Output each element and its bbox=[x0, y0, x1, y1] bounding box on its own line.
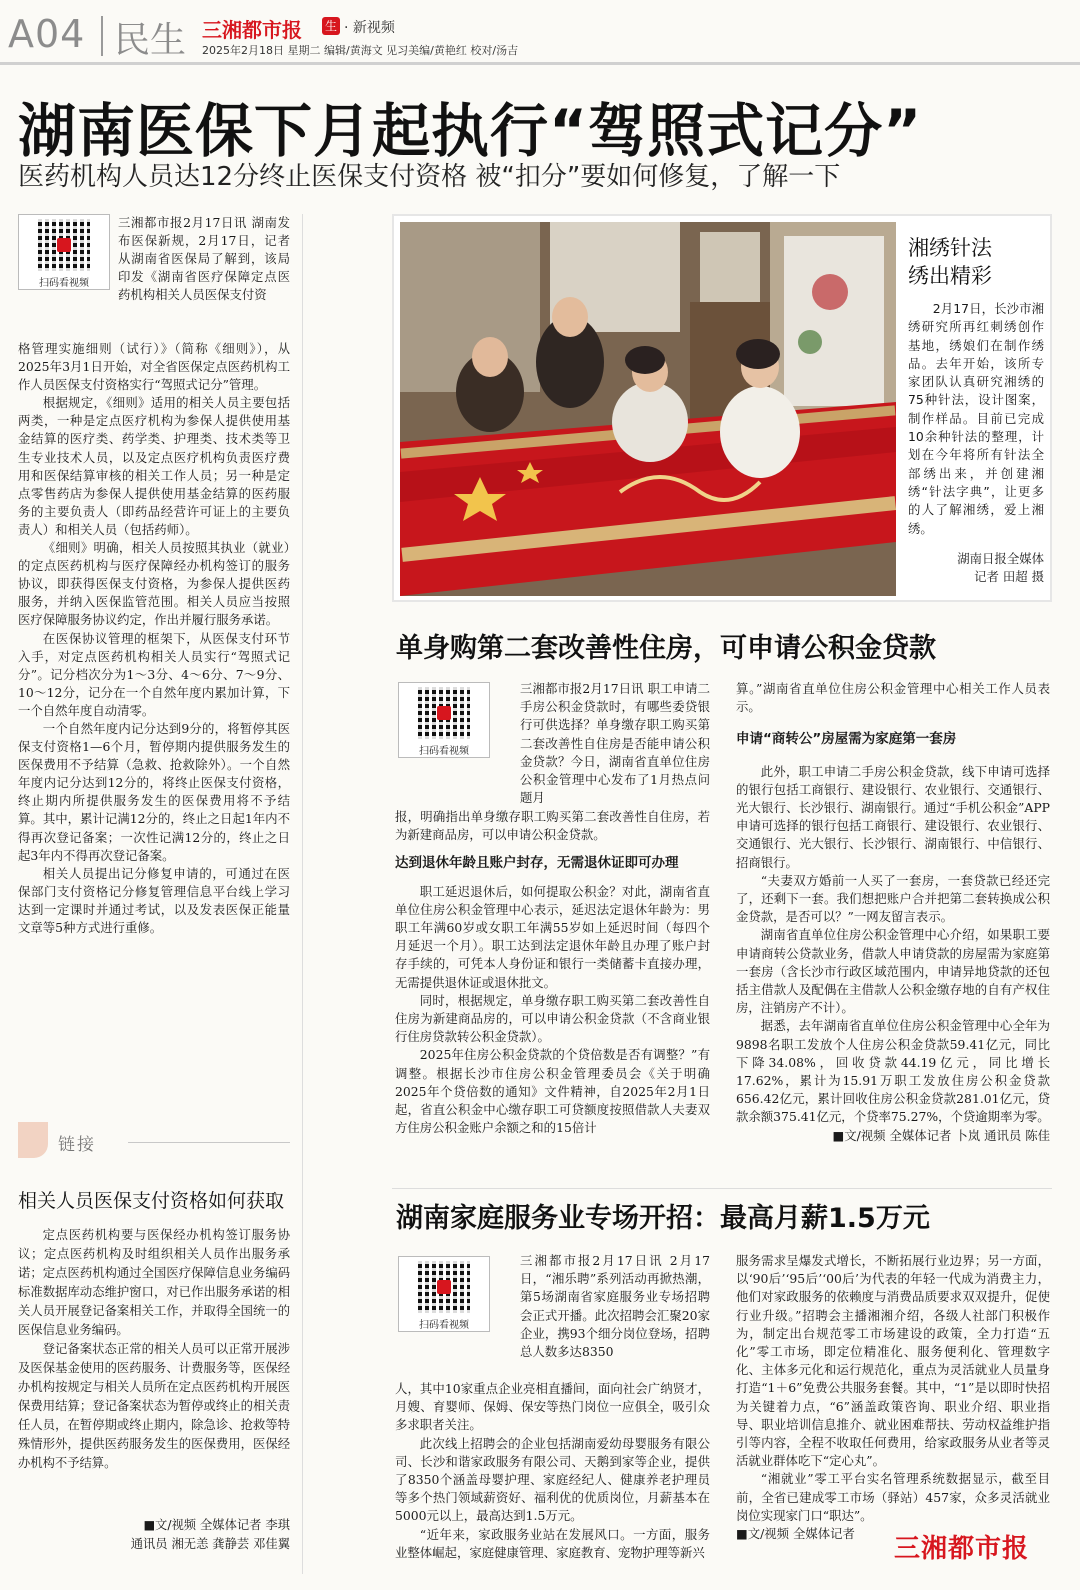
qr-code-block[interactable] bbox=[18, 214, 110, 290]
link-label: 链接 bbox=[58, 1135, 96, 1155]
qr-code-icon[interactable] bbox=[418, 687, 470, 739]
brand-name: 三湘都市报 bbox=[202, 18, 302, 42]
paragraph: 同时，根据规定，单身缴存职工购买第二套改善性自住房为新建商品房的，可以申请公积金贷款（不含商业银行住房贷款转公积金贷款）。 bbox=[395, 992, 710, 1045]
paragraph: 定点医药机构要与医保经办机构签订服务协议；定点医药机构及时组织相关人员作出服务承诺；定点医药机构通过全国医疗保障信息业务编码标准数据库动态维护窗口，对已作出服务承诺的相关人员开展登记备案相关工作，并取得全国统一的医保信息业务编码。 bbox=[18, 1228, 290, 1337]
photo-credit-line: 湖南日报全媒体 bbox=[957, 551, 1044, 566]
paragraph: 格管理实施细则（试行）》（简称《细则》），从2025年3月1日开始，对全省医保定点医药机构工作人员医保支付资格实行“驾照式记分”管理。 bbox=[18, 341, 290, 393]
issue-meta: 2025年2月18日 星期二 编辑/黄海文 见习美编/黄艳红 校对/汤吉 bbox=[202, 44, 519, 57]
brand-video-label: · 新视频 bbox=[344, 20, 395, 36]
paragraph: 《细则》明确，相关人员按照其执业（就业）的定点医药机构与医疗保障经办机构签订的服务协议，即获得医保支付资格，为参保人提供医药服务，并纳入医保监管范围。相关人员应当按照医疗保障服务协议约定，作出并履行服务承诺。 bbox=[18, 540, 290, 628]
article3-left-column bbox=[395, 1380, 710, 1562]
article3-qr-block[interactable] bbox=[398, 1256, 490, 1332]
lead-headline: 湖南医保下月起执行“驾照式记分” bbox=[18, 97, 923, 165]
photo-feature bbox=[392, 214, 1052, 602]
link-body bbox=[18, 1226, 290, 1473]
link-rule bbox=[128, 1142, 290, 1143]
paragraph: 湖南省直单位住房公积金管理中心介绍，如果职工要申请商转公贷款业务，借款人申请贷款的房屋需为家庭第一套房（含长沙市行政区域范围内，申请异地贷款的还包括主借款人及配偶在主借款人公积金缴存地的自有产权住房，注销房产不计）。 bbox=[736, 927, 1050, 1016]
lead-body bbox=[18, 340, 290, 937]
embroidery-photo bbox=[400, 222, 896, 596]
embroidery-photo-illustration bbox=[400, 222, 896, 596]
qr-code-icon[interactable] bbox=[38, 219, 90, 271]
article3-lead: 三湘都市报2月17日讯 2月17日，“湘乐聘”系列活动再掀热潮，第5场湖南省家庭服务业专场招聘会正式开播。此次招聘会汇聚20家企业，携93个细分岗位登场，招聘总人数多达8350 bbox=[520, 1253, 710, 1360]
paragraph: “夫妻双方婚前一人买了一套房，一套贷款已经还完了，还剩下一套。我们想把账户合并把第二套转换成公积金贷款，是否可以？”一网友留言表示。 bbox=[736, 872, 1050, 925]
qr-caption: 扫码看视频 bbox=[39, 278, 89, 289]
photo-caption-body: 2月17日，长沙市湘绣研究所再红刺绣创作基地，绣娘们在制作绣品。去年开始，该所专家团队认真研究湘绣的75种针法，设计图案，制作样品。目前已完成10余种针法的整理，计划在今年将所有针法全部绣出来，并创建湘绣“针法字典”，让更多的人了解湘绣，爱上湘绣。 bbox=[908, 301, 1044, 536]
qr-code-icon[interactable] bbox=[418, 1261, 470, 1313]
paragraph: 在医保协议管理的框架下，从医保支付环节入手，对定点医药机构相关人员实行“驾照式记分”。记分档次分为1～3分、4～6分、7～9分、10～12分，记分在一个自然年度内累加计算，下一个自然年度自动清零。 bbox=[18, 630, 290, 718]
lead-intro-text: 三湘都市报2月17日讯 湖南发布医保新规，2月17日，记者从湖南省医保局了解到，该局印发《湖南省医疗保障定点医药机构相关人员医保支付资 bbox=[118, 215, 290, 303]
paragraph: 职工延迟退休后，如何提取公积金？对此，湖南省直单位住房公积金管理中心表示，延迟法定退休年龄为：男职工年满60岁或女职工年满55岁如上延迟时间（每四个月延迟一个月）。职工达到法定退休年龄且办理了账户封存手续的，可凭本人身份证和银行一类储蓄卡直接办理，无需提供退休证或退休批文。 bbox=[395, 883, 710, 990]
section-name: 民生 bbox=[114, 20, 187, 61]
article2-left-column bbox=[395, 808, 710, 1137]
paragraph: 人，其中10家重点企业亮相直播间，面向社会广纳贤才，月嫂、育婴师、保姆、保安等热门岗位一应俱全，吸引众多求职者关注。 bbox=[395, 1381, 710, 1433]
paragraph: 2025年住房公积金贷款的个贷倍数是否有调整？”有调整。根据长沙市住房公积金管理委员会《关于明确2025年个贷倍数的通知》文件精神，自2025年2月1日起，省直公积金中心缴存职工可贷额度按照借款人夫妻双方住房公积金账户余额之和的15倍计 bbox=[395, 1047, 710, 1136]
photo-credit bbox=[908, 550, 1044, 587]
paragraph: 相关人员提出记分修复申请的，可通过在医保部门支付资格记分修复管理信息平台线上学习达到一定课时并通过考试，以及发表医保正能量文章等5种方式进行重修。 bbox=[18, 865, 290, 935]
article2-byline: ■文/视频 全媒体记者 卜岚 通讯员 陈佳 bbox=[832, 1127, 1050, 1143]
article2-subhead: 达到退休年龄且账户封存，无需退休证即可办理 bbox=[395, 855, 679, 872]
column-divider bbox=[302, 214, 303, 1574]
masthead-divider bbox=[101, 16, 103, 56]
qr-code-block[interactable] bbox=[398, 1256, 490, 1332]
article3-right-column bbox=[736, 1252, 1050, 1543]
link-byline: ■文/视频 全媒体记者 李琪 通讯员 湘无恙 龚静芸 邓佳翼 bbox=[130, 1518, 290, 1551]
masthead bbox=[0, 0, 1080, 62]
article3-byline: ■文/视频 全媒体记者 bbox=[736, 1526, 855, 1542]
lead-article bbox=[18, 214, 290, 935]
paragraph: 此外，职工申请二手房公积金贷款，线下申请可选择的银行包括工商银行、建设银行、农业银行、交通银行、光大银行、长沙银行、湖南银行。通过“手机公积金”APP申请可选择的银行包括工商银行、建设银行、农业银行、交通银行、光大银行、长沙银行、湖南银行、中信银行、招商银行。 bbox=[736, 763, 1050, 870]
paragraph: 此次线上招聘会的企业包括湖南爱幼母婴服务有限公司、长沙和谐家政服务有限公司、天鹅到家等企业，提供了8350个涵盖母婴护理、家庭经纪人、健康养老护理员等多个热门领域薪资好、福利优的优质岗位，月薪基本在5000元以上，最高达到1.5万元。 bbox=[395, 1435, 710, 1524]
lead-subhead: 医药机构人员达12分终止医保支付资格 被“扣分”要如何修复，了解一下 bbox=[18, 162, 841, 192]
page-number: A04 bbox=[8, 12, 86, 56]
link-title: 相关人员医保支付资格如何获取 bbox=[18, 1190, 285, 1212]
paragraph: 根据规定，《细则》适用的相关人员主要包括两类，一种是定点医疗机构为参保人提供使用基金结算的医疗类、药学类、护理类、技术类等卫生专业技术人员，以及定点医疗机构负责医疗费用和医保结算审核的相关工作人员；另一种是定点零售药店为参保人提供使用基金结算的医药服务的主要负责人（即药品经营许可证上的主要负责人）和相关人员（包括药师）。 bbox=[18, 395, 290, 537]
article2-title: 单身购第二套改善性住房，可申请公积金贷款 bbox=[396, 633, 936, 664]
paragraph: 登记备案状态正常的相关人员可以正常开展涉及医保基金使用的医药服务、计费服务等，医保经办机构按规定与相关人员所在定点医药机构开展医保费用结算；登记备案状态为暂停或终止的相关责任人员，在暂停期或终止期内，除急诊、抢救等特殊情形外，提供医药服务发生的医保费用，医保经办机构不予结算。 bbox=[18, 1342, 290, 1470]
article2-lead: 三湘都市报2月17日讯 职工申请二手房公积金贷款时，有哪些委贷银行可供选择？单身缴存职工购买第二套改善性自住房是否能申请公积金贷款？今日，湖南省直单位住房公积金管理中心发布了1月热点问题月 bbox=[520, 681, 710, 806]
paragraph: 据悉，去年湖南省直单位住房公积金管理中心全年为9898名职工发放个人住房公积金贷款59.41亿元，同比下降34.08%，回收贷款44.19亿元，同比增长17.62%，累计为15.91万职工发放住房公积金贷款656.42亿元，累计回收住房公积金贷款281.01亿元，贷款余额375.41亿元，个贷率75.27%，个贷逾期率为零。 bbox=[736, 1018, 1050, 1125]
paragraph: 算。”湖南省直单位住房公积金管理中心相关工作人员表示。 bbox=[736, 681, 1050, 715]
qr-code-block[interactable] bbox=[398, 682, 490, 758]
paragraph: 报，明确指出单身缴存职工购买第二套改善性自住房，若为新建商品房，可以申请公积金贷款。 bbox=[395, 809, 710, 843]
photo-caption-title bbox=[908, 234, 992, 290]
paragraph: 服务需求呈爆发式增长，不断拓展行业边界；另一方面，以‘90后’‘95后’‘00后’为代表的年轻一代成为消费主力，他们对家政服务的依赖度与消费品质要求双双提升，促使行业升级。”招聘会主播湘湘介绍，各级人社部门积极作为，制定出台规范零工市场建设的政策，全力打造“五化”零工市场，即定位精准化、服务便利化、管理数字化、主体多元化和运行规范化，重点为灵活就业人员量身打造“1＋6”免费公共服务套餐。其中，“1”是以即时快招为关键着力点，“6”涵盖政策咨询、职业介绍、职业指导、职业培训信息推介、就业困难帮扶、劳动权益维护指引等内容，全程不收取任何费用，给家政服务从业者等灵活就业群体吃下“定心丸”。 bbox=[736, 1253, 1050, 1469]
photo-title-line: 湘绣针法 bbox=[908, 236, 992, 260]
brand-badge-icon: 生 bbox=[322, 17, 340, 35]
article-divider bbox=[392, 1188, 1052, 1189]
link-header bbox=[18, 1120, 290, 1164]
paragraph: “近年来，家政服务业站在发展风口。一方面，服务业整体崛起，家庭健康管理、家庭教育、宠物护理等新兴 bbox=[395, 1526, 710, 1560]
article2-subhead: 申请“商转公”房屋需为家庭第一套房 bbox=[736, 731, 957, 748]
masthead-rule bbox=[0, 62, 1080, 65]
qr-caption: 扫码看视频 bbox=[419, 746, 469, 757]
link-marker-icon bbox=[18, 1122, 48, 1158]
qr-caption: 扫码看视频 bbox=[419, 1320, 469, 1331]
paragraph: “湘就业”零工平台实名管理系统数据显示，截至目前，全省已建成零工市场（驿站）457家，众多灵活就业岗位实现家门口“职达”。 bbox=[736, 1471, 1050, 1523]
photo-title-line: 绣出精彩 bbox=[908, 264, 992, 288]
article2-qr-block[interactable] bbox=[398, 682, 490, 758]
footer-logo: 三湘都市报 bbox=[888, 1526, 1035, 1567]
article3-title: 湖南家庭服务业专场开招：最高月薪1.5万元 bbox=[396, 1203, 930, 1234]
photo-credit-line: 记者 田超 摄 bbox=[974, 569, 1044, 585]
article2-right-column bbox=[736, 680, 1050, 1145]
paragraph: 一个自然年度内记分达到9分的，将暂停其医保支付资格1—6个月，暂停期内提供服务发生的医保费用不予结算（急救、抢救除外）。一个自然年度内记分达到12分的，将终止医保支付资格，终止期内所提供服务发生的医保费用将不予结算。其中，累计记满12分的，终止之日起1年内不得再次登记备案；一次性记满12分的，终止之日起3年内不得再次登记备案。 bbox=[18, 720, 290, 863]
